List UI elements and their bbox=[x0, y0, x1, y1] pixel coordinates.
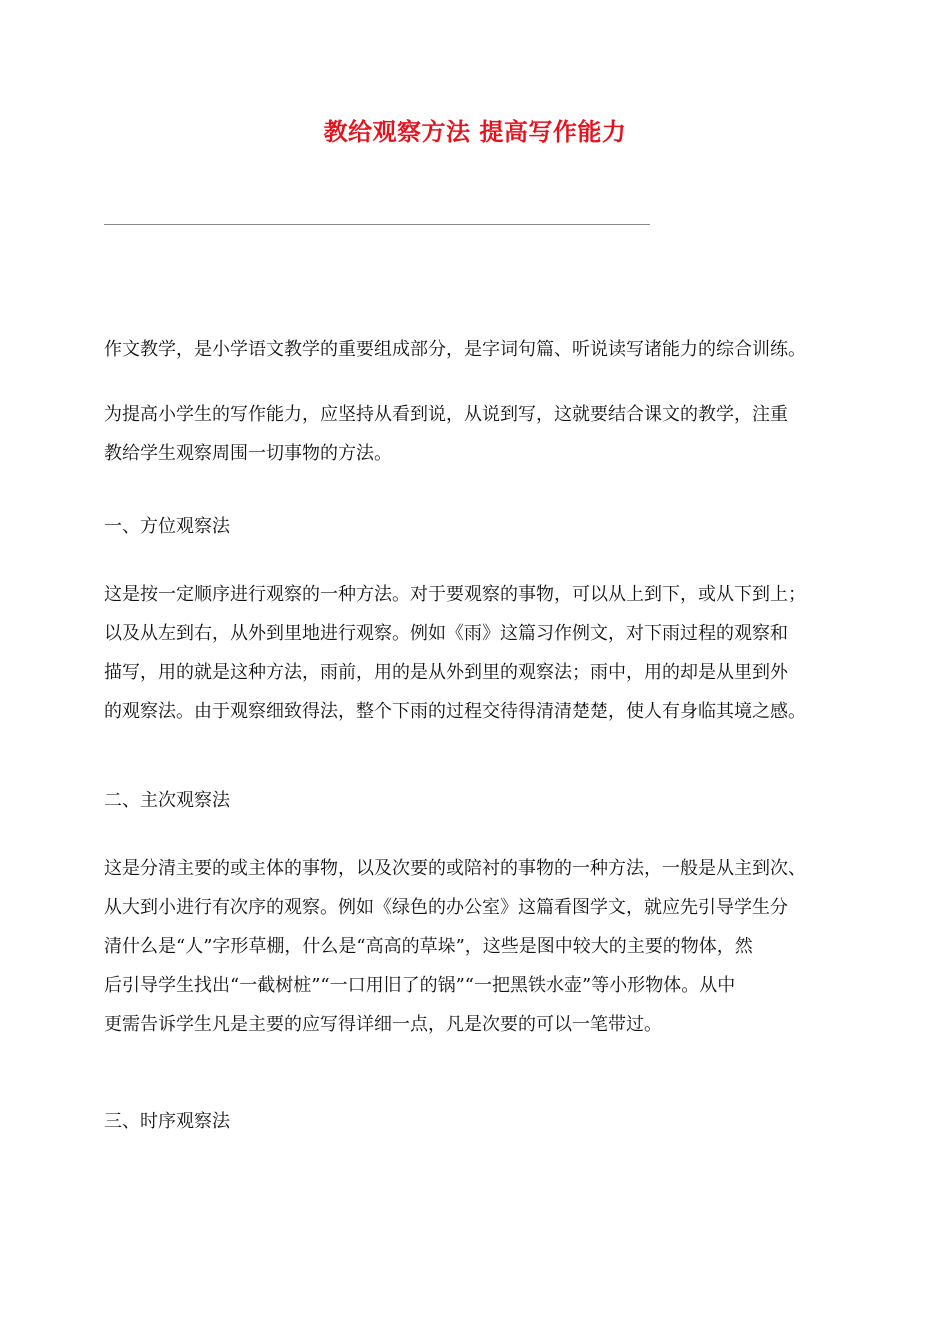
text-line: 更需告诉学生凡是主要的应写得详细一点，凡是次要的可以一笔带过。 bbox=[104, 1014, 662, 1035]
text-line: 后引导学生找出“一截树桩”“一口用旧了的锅”“一把黑铁水壶”等小形物体。从中 bbox=[104, 975, 736, 996]
text-line: 描写，用的就是这种方法，雨前，用的是从外到里的观察法；雨中，用的却是从里到外 bbox=[104, 662, 788, 683]
section-heading-1 bbox=[104, 507, 844, 546]
text-line: 这是分清主要的或主体的事物，以及次要的或陪衬的事物的一种方法，一般是从主到次、 bbox=[104, 858, 806, 879]
section-heading-2 bbox=[104, 781, 844, 820]
text-line: 的观察法。由于观察细致得法，整个下雨的过程交待得清清楚楚，使人有身临其境之感。 bbox=[104, 701, 806, 722]
text-line: 教给学生观察周围一切事物的方法。 bbox=[104, 443, 392, 464]
title-divider bbox=[104, 224, 650, 225]
text-line: 作文教学，是小学语文教学的重要组成部分，是字词句篇、听说读写诸能力的综合训练。 bbox=[104, 339, 806, 360]
paragraph-intro bbox=[104, 330, 844, 369]
paragraph-section-1 bbox=[104, 575, 844, 731]
heading-text: 二、主次观察法 bbox=[104, 790, 230, 811]
text-line: 从大到小进行有次序的观察。例如《绿色的办公室》这篇看图学文，就应先引导学生分 bbox=[104, 897, 788, 918]
paragraph-section-2 bbox=[104, 849, 844, 1044]
heading-text: 三、时序观察法 bbox=[104, 1111, 230, 1132]
document-title: 教给观察方法 提高写作能力 bbox=[323, 118, 627, 146]
section-heading-3 bbox=[104, 1102, 844, 1141]
heading-text: 一、方位观察法 bbox=[104, 516, 230, 537]
paragraph-purpose bbox=[104, 395, 844, 473]
text-line: 为提高小学生的写作能力，应坚持从看到说，从说到写，这就要结合课文的教学，注重 bbox=[104, 404, 788, 425]
text-line: 以及从左到右，从外到里地进行观察。例如《雨》这篇习作例文，对下雨过程的观察和 bbox=[104, 623, 788, 644]
text-line: 这是按一定顺序进行观察的一种方法。对于要观察的事物，可以从上到下，或从下到上； bbox=[104, 584, 806, 605]
text-line: 清什么是“人”字形草棚，什么是“高高的草垛”，这些是图中较大的主要的物体，然 bbox=[104, 936, 753, 957]
